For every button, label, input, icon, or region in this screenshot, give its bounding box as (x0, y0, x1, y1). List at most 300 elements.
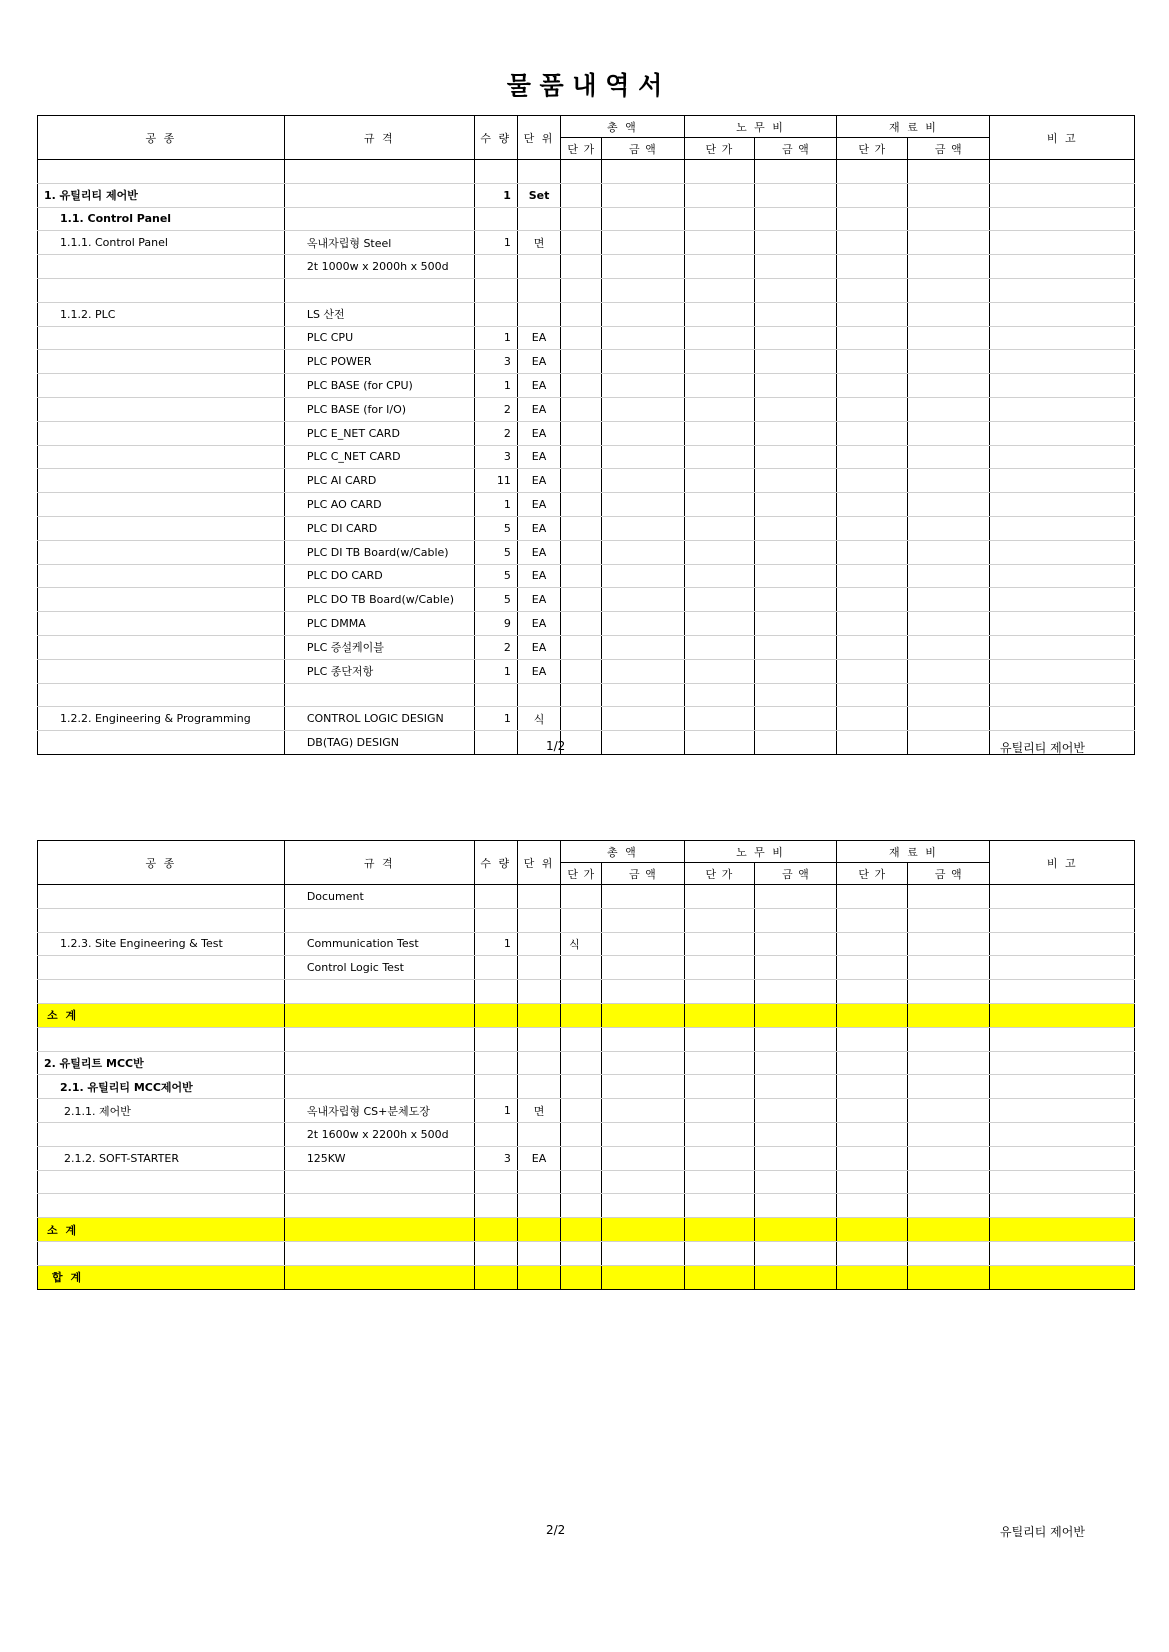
remark-cell (990, 908, 1135, 932)
labor-amount-cell (755, 231, 837, 255)
category-cell: 2. 유틸리트 MCC반 (38, 1051, 285, 1075)
material-amount-cell (908, 1170, 990, 1194)
labor-amount-cell (755, 731, 837, 755)
qty-cell: 3 (474, 1146, 517, 1170)
material-amount-cell (908, 469, 990, 493)
category-cell: 1.1.2. PLC (38, 302, 285, 326)
spec-cell (284, 278, 474, 302)
material-amount-cell (908, 374, 990, 398)
unit-cell: EA (517, 493, 560, 517)
table-header (38, 841, 1135, 885)
category-cell (38, 493, 285, 517)
table-row (38, 635, 1135, 659)
material-unit-price-cell (837, 908, 908, 932)
remark-cell (990, 350, 1135, 374)
total-unit-price-cell (561, 683, 602, 707)
category-cell: 1.1.1. Control Panel (38, 231, 285, 255)
material-amount-cell (908, 612, 990, 636)
labor-amount-cell (755, 1122, 837, 1146)
labor-unit-price-cell (684, 1075, 755, 1099)
spec-cell: PLC DI TB Board(w/Cable) (284, 540, 474, 564)
unit-cell (517, 683, 560, 707)
labor-unit-price-cell (684, 1218, 755, 1242)
table-row (38, 493, 1135, 517)
total-amount-cell (602, 908, 684, 932)
labor-unit-price-cell (684, 445, 755, 469)
header-category: 공 종 (38, 841, 285, 885)
material-unit-price-cell (837, 707, 908, 731)
table-row (38, 731, 1135, 755)
labor-unit-price-cell (684, 1099, 755, 1123)
remark-cell (990, 932, 1135, 956)
category-cell (38, 540, 285, 564)
qty-cell: 5 (474, 540, 517, 564)
total-unit-price-cell (561, 1122, 602, 1146)
labor-unit-price-cell (684, 612, 755, 636)
spec-cell: PLC CPU (284, 326, 474, 350)
category-cell (38, 956, 285, 980)
spec-cell (284, 207, 474, 231)
total-amount-cell (602, 1027, 684, 1051)
material-amount-cell (908, 1075, 990, 1099)
total-unit-price-cell (561, 302, 602, 326)
labor-unit-price-cell (684, 397, 755, 421)
labor-unit-price-cell (684, 183, 755, 207)
qty-cell (474, 1170, 517, 1194)
table-row (38, 374, 1135, 398)
labor-amount-cell (755, 1146, 837, 1170)
labor-unit-price-cell (684, 493, 755, 517)
material-amount-cell (908, 1051, 990, 1075)
category-cell (38, 445, 285, 469)
page-number: 2/2 (546, 1523, 566, 1537)
unit-cell: EA (517, 374, 560, 398)
footer-label: 유틸리티 제어반 (1000, 741, 1085, 755)
unit-cell: 면 (517, 1099, 560, 1123)
labor-unit-price-cell (684, 659, 755, 683)
labor-unit-price-cell (684, 540, 755, 564)
table-row (38, 908, 1135, 932)
remark-cell (990, 564, 1135, 588)
table-row (38, 1218, 1135, 1242)
total-unit-price-cell (561, 588, 602, 612)
labor-amount-cell (755, 374, 837, 398)
total-amount-cell (602, 932, 684, 956)
material-unit-price-cell (837, 183, 908, 207)
total-unit-price-cell (561, 350, 602, 374)
material-amount-cell (908, 540, 990, 564)
spec-cell: DB(TAG) DESIGN (284, 731, 474, 755)
unit-cell (517, 160, 560, 184)
labor-amount-cell (755, 493, 837, 517)
material-unit-price-cell (837, 564, 908, 588)
total-unit-price-cell (561, 707, 602, 731)
labor-amount-cell (755, 1003, 837, 1027)
document-title: 물 품 내 역 서 (506, 71, 663, 100)
table-row (38, 1122, 1135, 1146)
labor-unit-price-cell (684, 588, 755, 612)
table-row (38, 885, 1135, 909)
remark-cell (990, 421, 1135, 445)
unit-cell: 면 (517, 231, 560, 255)
material-unit-price-cell (837, 612, 908, 636)
header-remark: 비 고 (990, 116, 1135, 160)
labor-unit-price-cell (684, 885, 755, 909)
material-amount-cell (908, 659, 990, 683)
table-row (38, 1027, 1135, 1051)
total-unit-price-cell (561, 980, 602, 1004)
total-unit-price-cell (561, 469, 602, 493)
total-unit-price-cell (561, 445, 602, 469)
labor-unit-price-cell (684, 707, 755, 731)
unit-cell (517, 255, 560, 279)
remark-cell (990, 516, 1135, 540)
total-unit-price-cell (561, 421, 602, 445)
table-row (38, 231, 1135, 255)
header-material-amount: 금 액 (908, 863, 990, 885)
remark-cell (990, 1122, 1135, 1146)
material-unit-price-cell (837, 635, 908, 659)
category-cell (38, 1194, 285, 1218)
material-amount-cell (908, 956, 990, 980)
table-row (38, 183, 1135, 207)
material-unit-price-cell (837, 374, 908, 398)
qty-cell: 1 (474, 1099, 517, 1123)
header-total-unit-price: 단 가 (561, 138, 602, 160)
category-cell (38, 564, 285, 588)
spec-cell: PLC DI CARD (284, 516, 474, 540)
unit-cell: 식 (517, 707, 560, 731)
table-row (38, 1241, 1135, 1265)
qty-cell (474, 980, 517, 1004)
qty-cell: 5 (474, 588, 517, 612)
spec-cell: 2t 1000w x 2000h x 500d (284, 255, 474, 279)
header-material-unit-price: 단 가 (837, 863, 908, 885)
total-amount-cell (602, 885, 684, 909)
header-total-unit-price: 단 가 (561, 863, 602, 885)
remark-cell (990, 1218, 1135, 1242)
remark-cell (990, 1075, 1135, 1099)
labor-unit-price-cell (684, 207, 755, 231)
material-amount-cell (908, 421, 990, 445)
spec-cell: 125KW (284, 1146, 474, 1170)
table-row (38, 1265, 1135, 1289)
material-unit-price-cell (837, 1075, 908, 1099)
footer-label: 유틸리티 제어반 (1000, 1525, 1085, 1539)
total-amount-cell (602, 1099, 684, 1123)
material-amount-cell (908, 278, 990, 302)
category-cell: 소 계 (38, 1003, 285, 1027)
qty-cell (474, 1194, 517, 1218)
qty-cell (474, 1218, 517, 1242)
material-unit-price-cell (837, 516, 908, 540)
unit-cell (517, 278, 560, 302)
material-unit-price-cell (837, 885, 908, 909)
labor-amount-cell (755, 278, 837, 302)
labor-unit-price-cell (684, 1146, 755, 1170)
material-amount-cell (908, 1099, 990, 1123)
spec-cell: PLC AO CARD (284, 493, 474, 517)
table-row (38, 540, 1135, 564)
labor-amount-cell (755, 326, 837, 350)
category-cell (38, 350, 285, 374)
material-unit-price-cell (837, 302, 908, 326)
header-total-amount: 금 액 (602, 863, 684, 885)
total-amount-cell (602, 1146, 684, 1170)
unit-cell (517, 908, 560, 932)
material-unit-price-cell (837, 1194, 908, 1218)
spec-cell: Communication Test (284, 932, 474, 956)
labor-unit-price-cell (684, 564, 755, 588)
remark-cell (990, 278, 1135, 302)
total-amount-cell (602, 1122, 684, 1146)
total-unit-price-cell (561, 207, 602, 231)
category-cell (38, 160, 285, 184)
remark-cell (990, 635, 1135, 659)
total-amount-cell (602, 540, 684, 564)
total-unit-price-cell (561, 731, 602, 755)
remark-cell (990, 980, 1135, 1004)
total-amount-cell (602, 493, 684, 517)
total-unit-price-cell (561, 1241, 602, 1265)
material-unit-price-cell (837, 326, 908, 350)
total-amount-cell (602, 1075, 684, 1099)
category-cell (38, 612, 285, 636)
total-unit-price-cell (561, 540, 602, 564)
labor-unit-price-cell (684, 1265, 755, 1289)
labor-amount-cell (755, 1099, 837, 1123)
spec-cell: PLC BASE (for CPU) (284, 374, 474, 398)
labor-amount-cell (755, 1170, 837, 1194)
labor-amount-cell (755, 1218, 837, 1242)
table-row (38, 564, 1135, 588)
table-row (38, 397, 1135, 421)
material-unit-price-cell (837, 1099, 908, 1123)
qty-cell: 9 (474, 612, 517, 636)
table-row (38, 932, 1135, 956)
qty-cell (474, 1027, 517, 1051)
remark-cell (990, 1003, 1135, 1027)
material-amount-cell (908, 350, 990, 374)
material-amount-cell (908, 885, 990, 909)
total-amount-cell (602, 326, 684, 350)
spec-cell (284, 683, 474, 707)
labor-unit-price-cell (684, 956, 755, 980)
qty-cell: 1 (474, 493, 517, 517)
unit-cell (517, 980, 560, 1004)
total-amount-cell (602, 421, 684, 445)
unit-cell (517, 1122, 560, 1146)
table-row (38, 1051, 1135, 1075)
material-amount-cell (908, 635, 990, 659)
qty-cell (474, 207, 517, 231)
table-row (38, 1170, 1135, 1194)
unit-cell: EA (517, 516, 560, 540)
unit-cell: EA (517, 588, 560, 612)
qty-cell: 5 (474, 564, 517, 588)
table-row (38, 1194, 1135, 1218)
category-cell (38, 469, 285, 493)
table-row (38, 683, 1135, 707)
total-unit-price-cell (561, 1170, 602, 1194)
material-amount-cell (908, 908, 990, 932)
unit-cell (517, 1218, 560, 1242)
header-remark: 비 고 (990, 841, 1135, 885)
spec-cell (284, 1027, 474, 1051)
material-unit-price-cell (837, 231, 908, 255)
remark-cell (990, 397, 1135, 421)
total-unit-price-cell (561, 1099, 602, 1123)
labor-unit-price-cell (684, 326, 755, 350)
total-unit-price-cell (561, 956, 602, 980)
category-cell: 1.2.2. Engineering & Programming (38, 707, 285, 731)
spec-cell: 옥내자립형 CS+분체도장 (284, 1099, 474, 1123)
unit-cell (517, 1194, 560, 1218)
total-amount-cell (602, 659, 684, 683)
header-labor: 노 무 비 (684, 116, 837, 138)
header-total-amount: 금 액 (602, 138, 684, 160)
table-row (38, 1099, 1135, 1123)
spec-cell: 2t 1600w x 2200h x 500d (284, 1122, 474, 1146)
table-row (38, 160, 1135, 184)
total-unit-price-cell (561, 397, 602, 421)
labor-amount-cell (755, 1265, 837, 1289)
labor-unit-price-cell (684, 255, 755, 279)
material-unit-price-cell (837, 397, 908, 421)
header-material-unit-price: 단 가 (837, 138, 908, 160)
material-unit-price-cell (837, 278, 908, 302)
spec-cell: PLC E_NET CARD (284, 421, 474, 445)
table-row (38, 659, 1135, 683)
material-amount-cell (908, 326, 990, 350)
total-amount-cell (602, 469, 684, 493)
qty-cell: 1 (474, 374, 517, 398)
material-amount-cell (908, 183, 990, 207)
total-unit-price-cell: 식 (561, 932, 602, 956)
labor-amount-cell (755, 885, 837, 909)
table-body (38, 160, 1135, 755)
qty-cell (474, 160, 517, 184)
qty-cell (474, 302, 517, 326)
remark-cell (990, 302, 1135, 326)
labor-amount-cell (755, 397, 837, 421)
total-unit-price-cell (561, 1218, 602, 1242)
remark-cell (990, 659, 1135, 683)
total-unit-price-cell (561, 908, 602, 932)
material-amount-cell (908, 302, 990, 326)
labor-amount-cell (755, 1241, 837, 1265)
material-unit-price-cell (837, 1241, 908, 1265)
labor-unit-price-cell (684, 980, 755, 1004)
header-material-amount: 금 액 (908, 138, 990, 160)
material-amount-cell (908, 1218, 990, 1242)
material-amount-cell (908, 397, 990, 421)
total-unit-price-cell (561, 516, 602, 540)
total-amount-cell (602, 374, 684, 398)
total-amount-cell (602, 612, 684, 636)
spec-cell: PLC AI CARD (284, 469, 474, 493)
spec-cell (284, 1218, 474, 1242)
labor-amount-cell (755, 183, 837, 207)
labor-unit-price-cell (684, 516, 755, 540)
remark-cell (990, 1146, 1135, 1170)
qty-cell (474, 278, 517, 302)
labor-amount-cell (755, 160, 837, 184)
header-category: 공 종 (38, 116, 285, 160)
unit-cell (517, 1027, 560, 1051)
unit-cell: EA (517, 635, 560, 659)
material-unit-price-cell (837, 659, 908, 683)
labor-amount-cell (755, 980, 837, 1004)
labor-unit-price-cell (684, 1027, 755, 1051)
total-unit-price-cell (561, 255, 602, 279)
labor-unit-price-cell (684, 683, 755, 707)
labor-unit-price-cell (684, 635, 755, 659)
labor-unit-price-cell (684, 469, 755, 493)
labor-amount-cell (755, 255, 837, 279)
total-amount-cell (602, 160, 684, 184)
material-amount-cell (908, 255, 990, 279)
category-cell (38, 1241, 285, 1265)
total-amount-cell (602, 956, 684, 980)
material-unit-price-cell (837, 350, 908, 374)
labor-unit-price-cell (684, 421, 755, 445)
material-unit-price-cell (837, 956, 908, 980)
labor-amount-cell (755, 1051, 837, 1075)
table-row (38, 421, 1135, 445)
spec-cell: PLC C_NET CARD (284, 445, 474, 469)
remark-cell (990, 1099, 1135, 1123)
qty-cell (474, 885, 517, 909)
category-cell (38, 1122, 285, 1146)
category-cell (38, 908, 285, 932)
category-cell: 2.1.1. 제어반 (38, 1099, 285, 1123)
total-amount-cell (602, 1218, 684, 1242)
material-amount-cell (908, 707, 990, 731)
table-row (38, 1003, 1135, 1027)
category-cell (38, 588, 285, 612)
total-amount-cell (602, 1241, 684, 1265)
spec-cell (284, 908, 474, 932)
remark-cell (990, 540, 1135, 564)
table-row (38, 516, 1135, 540)
total-amount-cell (602, 731, 684, 755)
spec-cell (284, 160, 474, 184)
total-unit-price-cell (561, 612, 602, 636)
table-row (38, 588, 1135, 612)
unit-cell (517, 1241, 560, 1265)
category-cell (38, 980, 285, 1004)
spec-cell (284, 1051, 474, 1075)
total-unit-price-cell (561, 374, 602, 398)
spec-cell: 옥내자립형 Steel (284, 231, 474, 255)
unit-cell: EA (517, 1146, 560, 1170)
total-unit-price-cell (561, 564, 602, 588)
material-unit-price-cell (837, 588, 908, 612)
unit-cell (517, 1075, 560, 1099)
remark-cell (990, 374, 1135, 398)
material-unit-price-cell (837, 1218, 908, 1242)
material-unit-price-cell (837, 1051, 908, 1075)
total-amount-cell (602, 707, 684, 731)
qty-cell: 2 (474, 635, 517, 659)
labor-unit-price-cell (684, 908, 755, 932)
qty-cell: 3 (474, 350, 517, 374)
material-unit-price-cell (837, 980, 908, 1004)
category-cell: 2.1.2. SOFT-STARTER (38, 1146, 285, 1170)
remark-cell (990, 469, 1135, 493)
table-body (38, 885, 1135, 1290)
